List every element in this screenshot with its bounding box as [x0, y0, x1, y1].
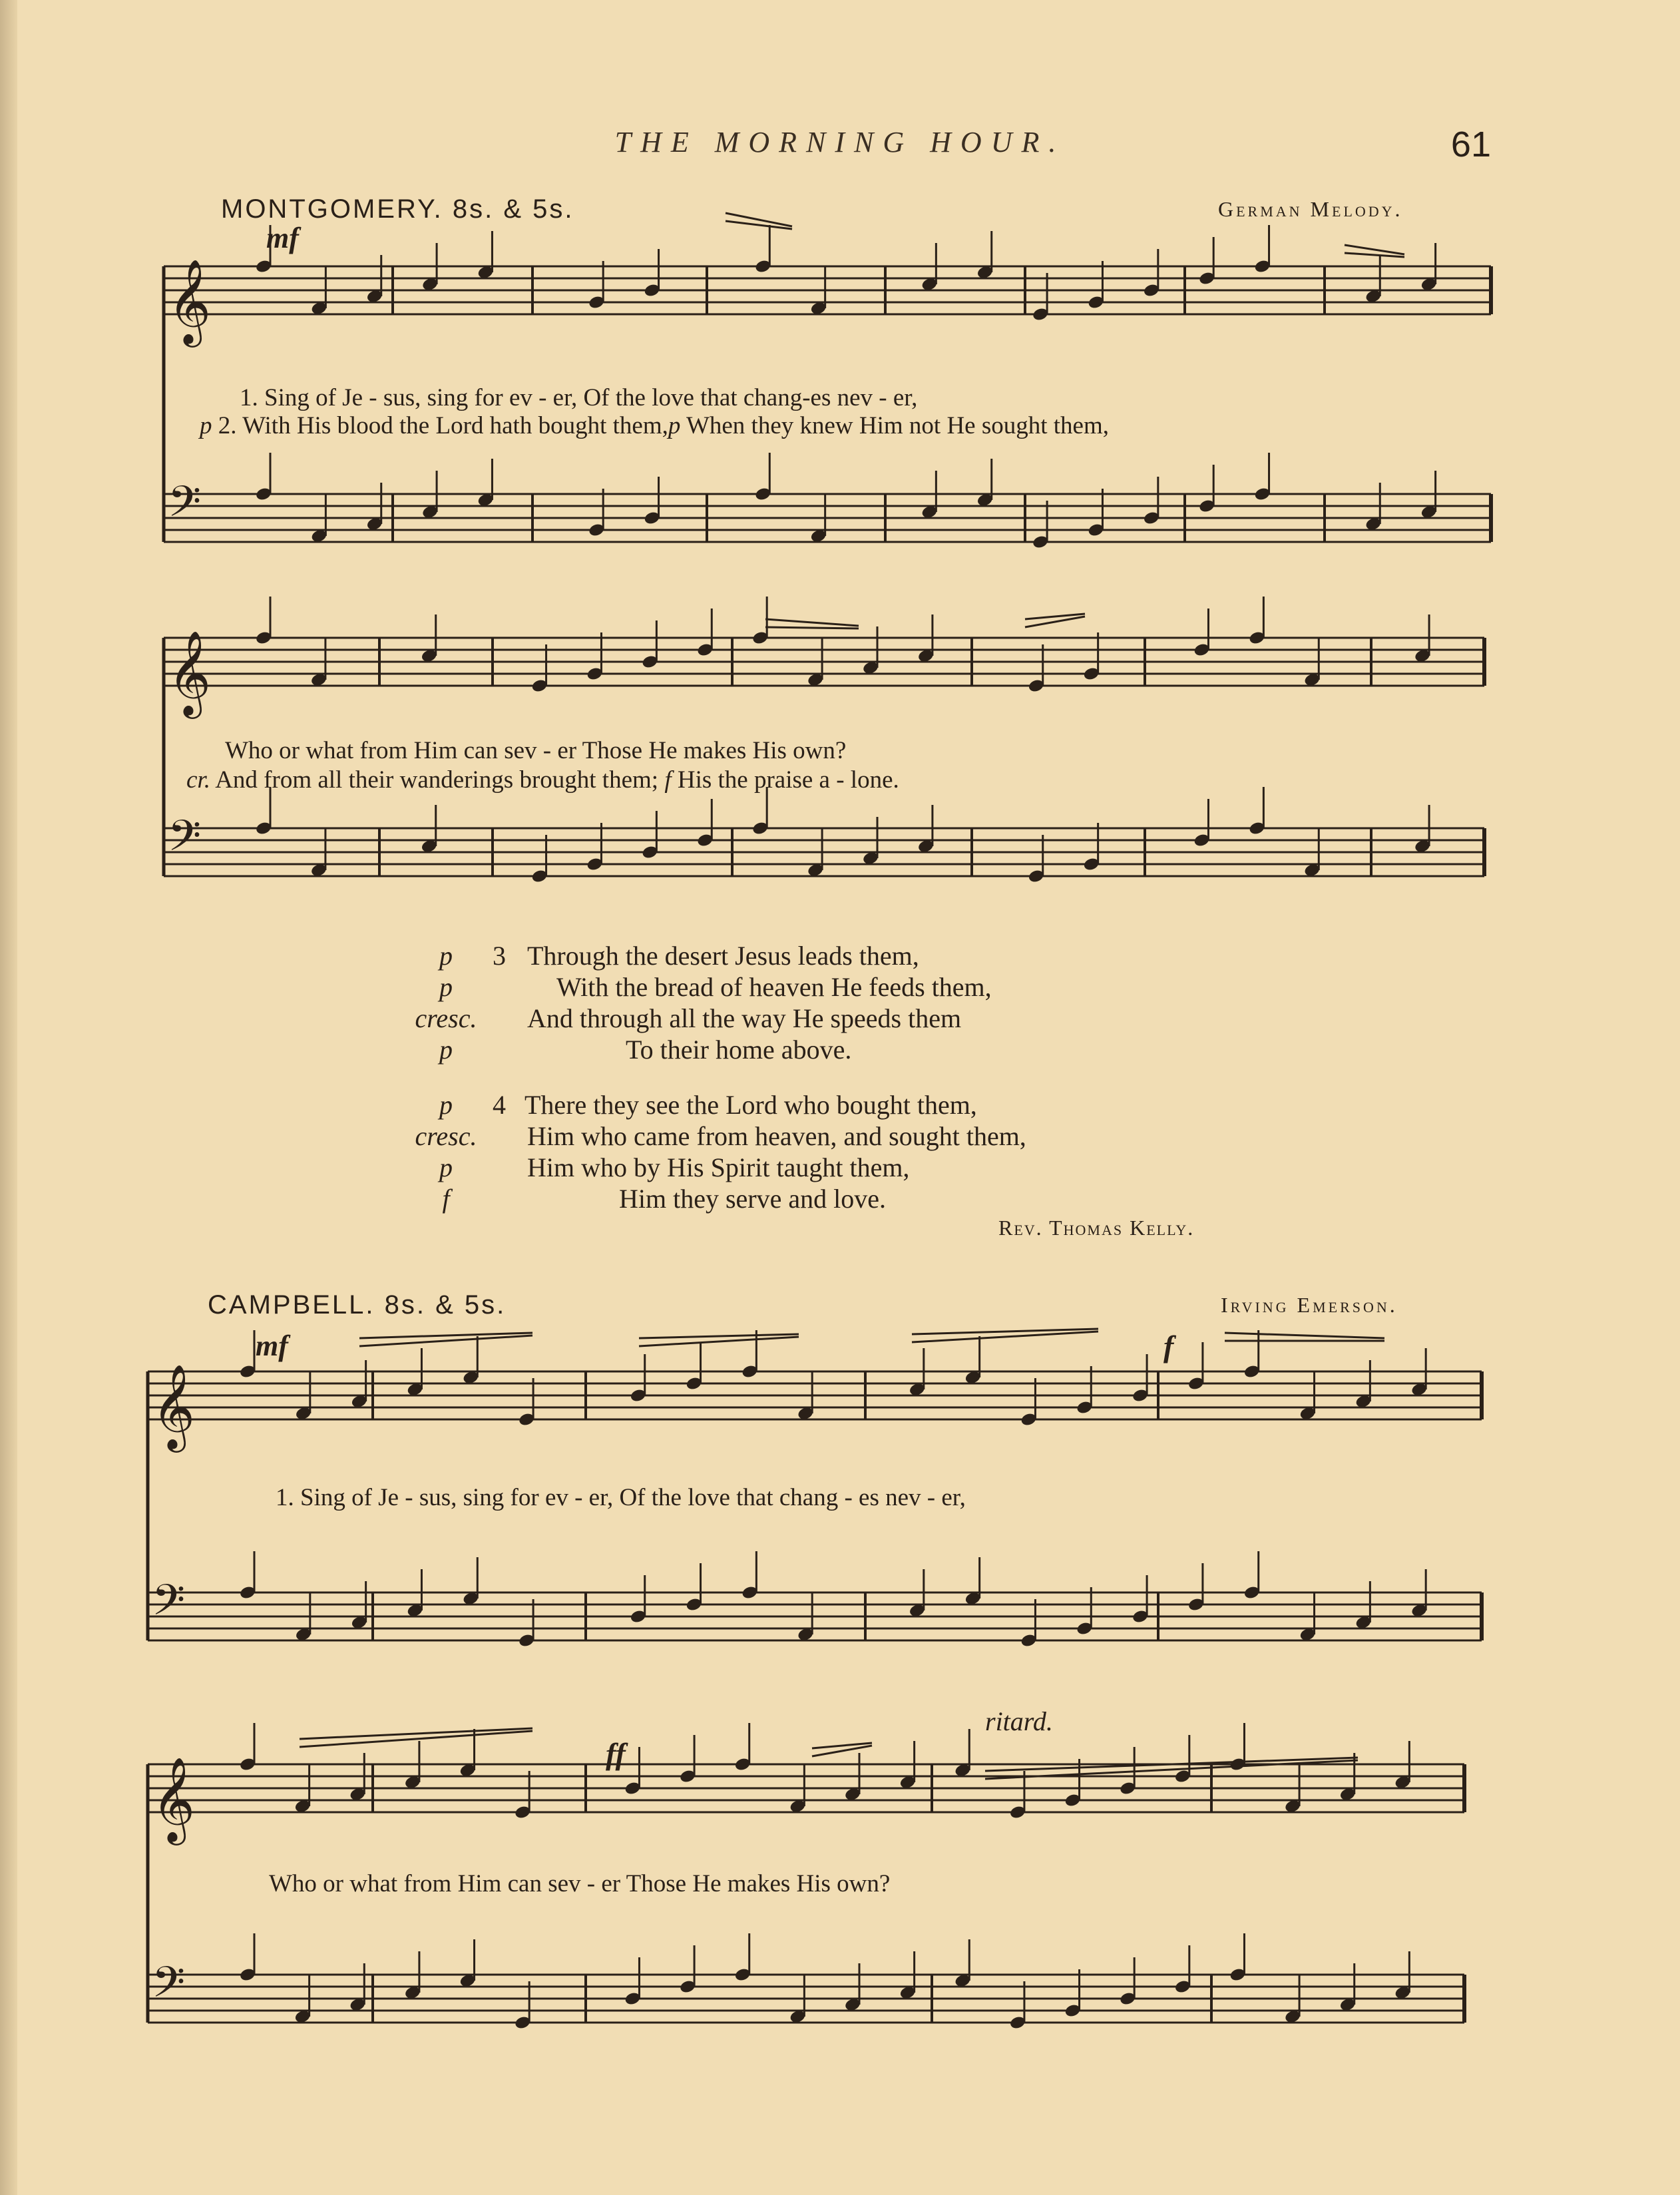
hymn1-composer: German Melody.	[1218, 197, 1403, 221]
dynamic-mark: f	[664, 766, 672, 794]
hymn2-ritard: ritard.	[985, 1706, 1053, 1736]
verse-text: Him who came from heaven, and sought them,	[527, 1121, 1026, 1151]
lyric-text: When they knew Him not He sought them,	[686, 412, 1110, 439]
dynamic-mark: p	[439, 941, 453, 971]
hymn2-composer: Irving Emerson.	[1221, 1293, 1398, 1317]
hairpin-line	[765, 619, 859, 626]
bass-clef-icon: 𝄢	[152, 1576, 186, 1636]
hymn2-lyric-verse1: 1. Sing of Je - sus, sing for ev - er, Of the love that chang - es nev - er,	[276, 1484, 966, 1511]
hymn1-tune-title: MONTGOMERY. 8s. & 5s.	[221, 194, 574, 224]
verse-text: And through all the way He speeds them	[527, 1003, 962, 1033]
bass-clef-icon: 𝄢	[152, 1958, 186, 2018]
verse-number: 4	[493, 1090, 506, 1120]
dynamic-mark: cresc.	[415, 1003, 477, 1033]
hymn1-dynamic-mf: mf	[266, 222, 299, 254]
page-number: 61	[1450, 124, 1491, 164]
verse-text: Him who by His Spirit taught them,	[527, 1152, 910, 1182]
dynamic-mark: f	[442, 1184, 450, 1214]
treble-clef-icon: 𝄞	[168, 630, 212, 715]
bass-clef-icon: 𝄢	[168, 812, 202, 871]
bass-clef-icon: 𝄢	[168, 477, 202, 537]
treble-clef-icon: 𝄞	[152, 1756, 196, 1841]
dynamic-mark: p	[668, 412, 681, 439]
hymn2-dynamic-ff: ff	[606, 1737, 626, 1771]
lyric-text: And from all their wanderings brought them;	[215, 766, 659, 794]
verse-text: Through the desert Jesus leads them,	[527, 941, 919, 971]
verse-text: With the bread of heaven He feeds them,	[556, 972, 992, 1002]
hymn1-lyric-verse1: 1. Sing of Je - sus, sing for ev - er, Of the love that chang-es nev - er,	[240, 384, 918, 411]
hymn2-lyric-line2: Who or what from Him can sev - er Those He makes His own?	[269, 1870, 891, 1897]
hymn2-dynamic-f: f	[1163, 1330, 1174, 1363]
treble-clef-icon: 𝄞	[152, 1363, 196, 1449]
hymn2-dynamic-mf: mf	[256, 1330, 288, 1362]
lyric-text: 2. With His blood the Lord hath bought them,	[218, 412, 668, 439]
hymn1-lyric-line3: Who or what from Him can sev - er Those He makes His own?	[225, 737, 847, 764]
dynamic-mark: p	[200, 412, 212, 439]
dynamic-mark: cresc.	[415, 1121, 477, 1151]
verse-text: There they see the Lord who bought them,	[525, 1090, 977, 1120]
hymn2-tune-title: CAMPBELL. 8s. & 5s.	[208, 1290, 507, 1320]
hairpin-line	[1225, 1333, 1384, 1338]
dynamic-mark: cr.	[186, 766, 210, 794]
treble-clef-icon: 𝄞	[168, 258, 212, 344]
verse-text: Him they serve and love.	[619, 1184, 886, 1214]
dynamic-mark: p	[439, 1090, 453, 1120]
dynamic-mark: p	[439, 1035, 453, 1065]
verse-text: To their home above.	[626, 1035, 852, 1065]
lyric-text: His the praise a - lone.	[677, 766, 899, 794]
hymn1-author: Rev. Thomas Kelly.	[998, 1216, 1195, 1240]
running-head: THE MORNING HOUR.	[614, 126, 1066, 158]
verse-number: 3	[493, 941, 506, 971]
dynamic-mark: p	[439, 1152, 453, 1182]
hairpin-line	[765, 627, 859, 628]
dynamic-mark: p	[439, 972, 453, 1002]
